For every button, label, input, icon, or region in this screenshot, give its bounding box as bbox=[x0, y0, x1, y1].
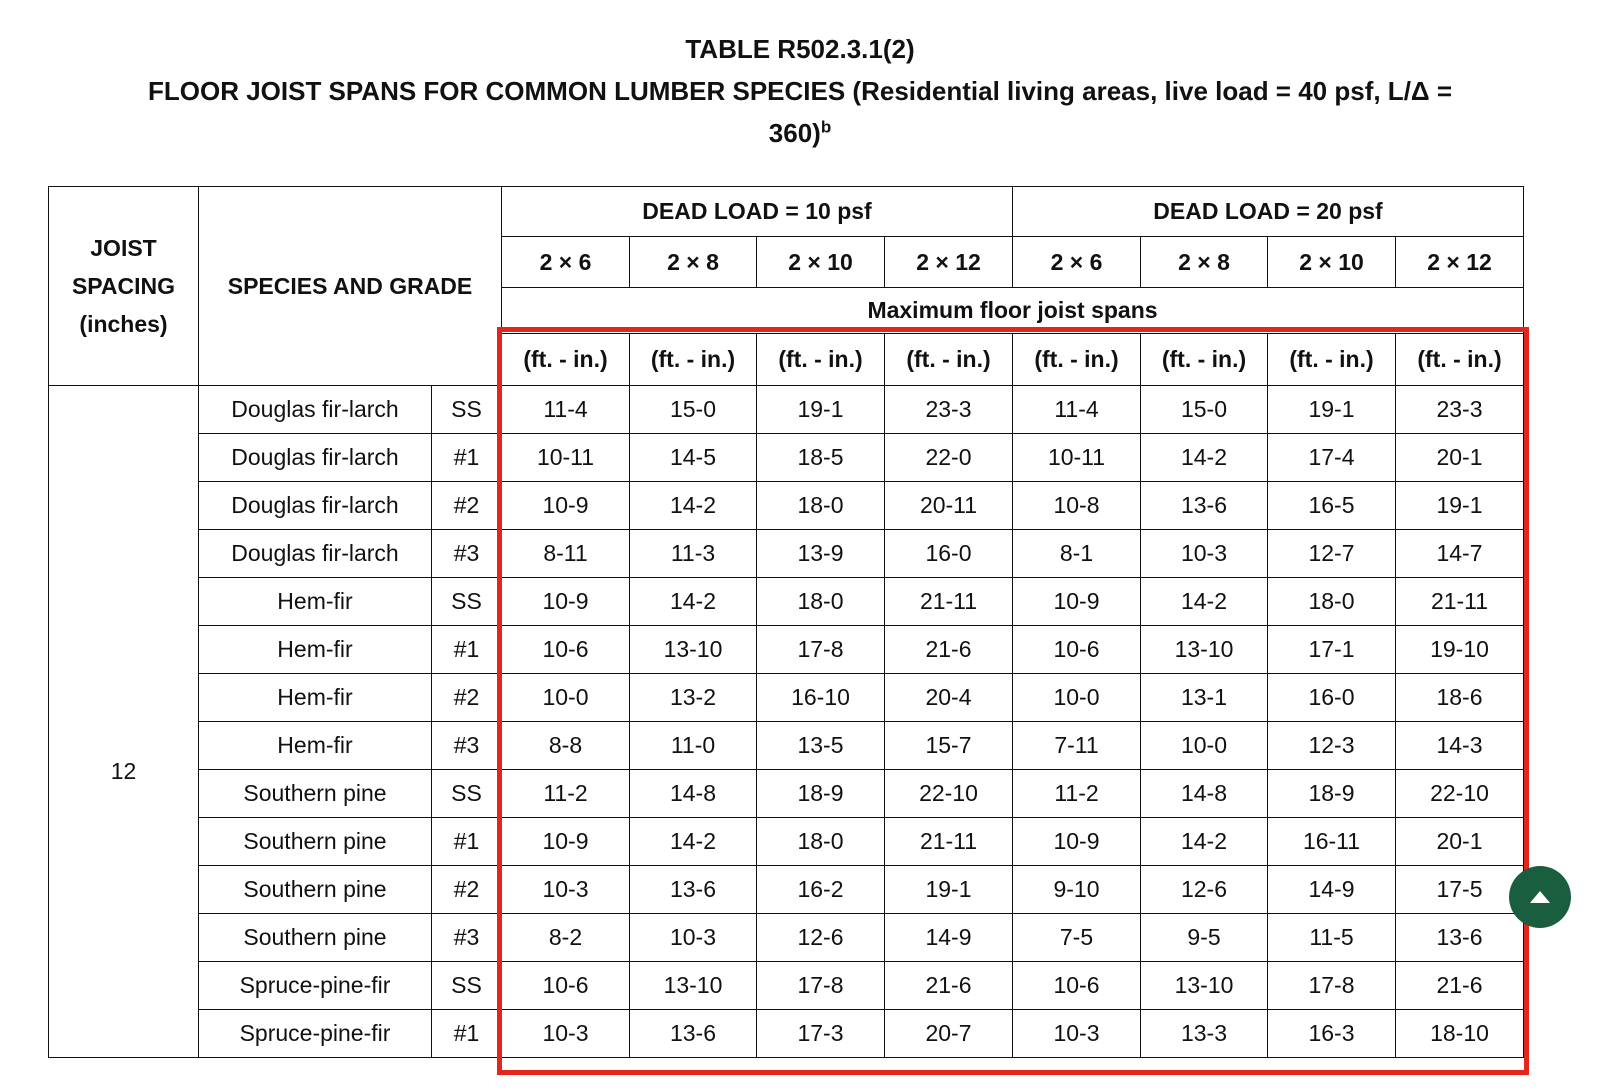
species-cell: Douglas fir-larch bbox=[199, 482, 432, 530]
span-cell: 18-0 bbox=[757, 818, 885, 866]
span-cell: 21-6 bbox=[1396, 962, 1524, 1010]
span-cell: 8-2 bbox=[502, 914, 630, 962]
table-title bbox=[60, 28, 1540, 154]
span-cell: 14-2 bbox=[1141, 578, 1268, 626]
table-row bbox=[49, 482, 1524, 530]
table-row bbox=[49, 626, 1524, 674]
span-cell: 10-6 bbox=[502, 962, 630, 1010]
span-cell: 18-5 bbox=[757, 434, 885, 482]
span-cell: 16-5 bbox=[1268, 482, 1396, 530]
span-cell: 16-11 bbox=[1268, 818, 1396, 866]
span-cell: 14-8 bbox=[1141, 770, 1268, 818]
span-cell: 17-4 bbox=[1268, 434, 1396, 482]
span-cell: 17-8 bbox=[757, 962, 885, 1010]
span-cell: 22-10 bbox=[885, 770, 1013, 818]
span-cell: 11-4 bbox=[502, 386, 630, 434]
species-cell: Hem-fir bbox=[199, 626, 432, 674]
span-cell: 14-5 bbox=[630, 434, 757, 482]
table-row bbox=[49, 578, 1524, 626]
span-cell: 22-0 bbox=[885, 434, 1013, 482]
span-cell: 17-8 bbox=[1268, 962, 1396, 1010]
span-cell: 14-8 bbox=[630, 770, 757, 818]
span-cell: 13-1 bbox=[1141, 674, 1268, 722]
span-cell: 12-7 bbox=[1268, 530, 1396, 578]
span-cell: 11-2 bbox=[502, 770, 630, 818]
span-cell: 9-10 bbox=[1013, 866, 1141, 914]
table-row bbox=[49, 914, 1524, 962]
span-cell: 10-0 bbox=[1013, 674, 1141, 722]
span-cell: 18-0 bbox=[1268, 578, 1396, 626]
unit-header: (ft. - in.) bbox=[630, 334, 757, 386]
span-cell: 13-10 bbox=[1141, 962, 1268, 1010]
span-cell: 12-6 bbox=[1141, 866, 1268, 914]
span-cell: 14-2 bbox=[1141, 818, 1268, 866]
span-cell: 18-6 bbox=[1396, 674, 1524, 722]
size-header: 2 × 6 bbox=[502, 237, 630, 288]
span-cell: 10-6 bbox=[1013, 626, 1141, 674]
span-cell: 13-10 bbox=[630, 962, 757, 1010]
span-cell: 10-0 bbox=[502, 674, 630, 722]
table-row bbox=[49, 722, 1524, 770]
span-cell: 10-3 bbox=[502, 866, 630, 914]
span-cell: 17-5 bbox=[1396, 866, 1524, 914]
span-cell: 10-3 bbox=[1013, 1010, 1141, 1058]
species-cell: Douglas fir-larch bbox=[199, 434, 432, 482]
span-cell: 10-9 bbox=[502, 818, 630, 866]
span-cell: 18-9 bbox=[757, 770, 885, 818]
span-cell: 18-0 bbox=[757, 482, 885, 530]
species-cell: Southern pine bbox=[199, 770, 432, 818]
span-cell: 12-6 bbox=[757, 914, 885, 962]
species-cell: Hem-fir bbox=[199, 722, 432, 770]
species-grade-header: SPECIES AND GRADE bbox=[199, 187, 502, 386]
unit-header: (ft. - in.) bbox=[1268, 334, 1396, 386]
unit-header: (ft. - in.) bbox=[1013, 334, 1141, 386]
span-cell: 14-2 bbox=[630, 578, 757, 626]
span-cell: 8-1 bbox=[1013, 530, 1141, 578]
span-cell: 15-0 bbox=[1141, 386, 1268, 434]
span-cell: 13-10 bbox=[630, 626, 757, 674]
span-cell: 13-3 bbox=[1141, 1010, 1268, 1058]
grade-cell: #1 bbox=[432, 818, 502, 866]
span-cell: 19-1 bbox=[1396, 482, 1524, 530]
span-cell: 19-10 bbox=[1396, 626, 1524, 674]
span-cell: 14-3 bbox=[1396, 722, 1524, 770]
span-cell: 13-6 bbox=[630, 1010, 757, 1058]
dead-load-20-header: DEAD LOAD = 20 psf bbox=[1013, 187, 1524, 237]
species-cell: Spruce-pine-fir bbox=[199, 962, 432, 1010]
grade-cell: #3 bbox=[432, 914, 502, 962]
span-cell: 8-11 bbox=[502, 530, 630, 578]
span-cell: 13-10 bbox=[1141, 626, 1268, 674]
span-cell: 18-9 bbox=[1268, 770, 1396, 818]
span-cell: 16-0 bbox=[885, 530, 1013, 578]
unit-header: (ft. - in.) bbox=[1141, 334, 1268, 386]
span-cell: 18-0 bbox=[757, 578, 885, 626]
grade-cell: #1 bbox=[432, 626, 502, 674]
span-cell: 20-7 bbox=[885, 1010, 1013, 1058]
table-row bbox=[49, 1010, 1524, 1058]
grade-cell: #1 bbox=[432, 1010, 502, 1058]
span-cell: 21-11 bbox=[885, 818, 1013, 866]
species-cell: Douglas fir-larch bbox=[199, 386, 432, 434]
span-cell: 22-10 bbox=[1396, 770, 1524, 818]
table-row bbox=[49, 866, 1524, 914]
size-header: 2 × 10 bbox=[1268, 237, 1396, 288]
span-cell: 10-11 bbox=[502, 434, 630, 482]
species-cell: Southern pine bbox=[199, 818, 432, 866]
span-cell: 23-3 bbox=[885, 386, 1013, 434]
span-cell: 20-4 bbox=[885, 674, 1013, 722]
grade-cell: SS bbox=[432, 770, 502, 818]
unit-header: (ft. - in.) bbox=[1396, 334, 1524, 386]
span-cell: 11-3 bbox=[630, 530, 757, 578]
span-cell: 21-6 bbox=[885, 626, 1013, 674]
span-cell: 13-6 bbox=[1396, 914, 1524, 962]
species-cell: Southern pine bbox=[199, 866, 432, 914]
table-row bbox=[49, 770, 1524, 818]
span-cell: 20-1 bbox=[1396, 818, 1524, 866]
size-header: 2 × 6 bbox=[1013, 237, 1141, 288]
joist-span-table bbox=[48, 186, 1524, 1058]
span-cell: 11-0 bbox=[630, 722, 757, 770]
span-cell: 19-1 bbox=[757, 386, 885, 434]
size-header: 2 × 12 bbox=[885, 237, 1013, 288]
grade-cell: #2 bbox=[432, 482, 502, 530]
grade-cell: #3 bbox=[432, 722, 502, 770]
grade-cell: SS bbox=[432, 578, 502, 626]
span-cell: 10-11 bbox=[1013, 434, 1141, 482]
species-cell: Hem-fir bbox=[199, 578, 432, 626]
span-cell: 16-0 bbox=[1268, 674, 1396, 722]
span-cell: 14-2 bbox=[1141, 434, 1268, 482]
span-cell: 19-1 bbox=[1268, 386, 1396, 434]
span-cell: 10-8 bbox=[1013, 482, 1141, 530]
grade-cell: SS bbox=[432, 386, 502, 434]
table-caption: FLOOR JOIST SPANS FOR COMMON LUMBER SPECIES (Residential living areas, live load = 40 psf, L/Δ = bbox=[147, 76, 1453, 106]
span-cell: 13-2 bbox=[630, 674, 757, 722]
span-cell: 15-0 bbox=[630, 386, 757, 434]
size-header: 2 × 8 bbox=[1141, 237, 1268, 288]
size-header: 2 × 8 bbox=[630, 237, 757, 288]
span-cell: 8-8 bbox=[502, 722, 630, 770]
species-cell: Hem-fir bbox=[199, 674, 432, 722]
span-cell: 13-9 bbox=[757, 530, 885, 578]
species-cell: Douglas fir-larch bbox=[199, 530, 432, 578]
span-cell: 10-3 bbox=[630, 914, 757, 962]
span-cell: 14-9 bbox=[1268, 866, 1396, 914]
span-cell: 15-7 bbox=[885, 722, 1013, 770]
span-cell: 21-11 bbox=[885, 578, 1013, 626]
span-cell: 10-6 bbox=[1013, 962, 1141, 1010]
span-cell: 13-5 bbox=[757, 722, 885, 770]
table-caption-end: 360)$^b$ bbox=[768, 117, 832, 148]
joist-spacing-value: 12 bbox=[49, 386, 199, 1058]
span-cell: 20-11 bbox=[885, 482, 1013, 530]
grade-cell: #3 bbox=[432, 530, 502, 578]
span-cell: 20-1 bbox=[1396, 434, 1524, 482]
grade-cell: #2 bbox=[432, 674, 502, 722]
span-cell: 13-6 bbox=[630, 866, 757, 914]
species-cell: Spruce-pine-fir bbox=[199, 1010, 432, 1058]
unit-header: (ft. - in.) bbox=[757, 334, 885, 386]
span-cell: 9-5 bbox=[1141, 914, 1268, 962]
span-cell: 23-3 bbox=[1396, 386, 1524, 434]
span-cell: 7-11 bbox=[1013, 722, 1141, 770]
table-row bbox=[49, 962, 1524, 1010]
span-cell: 18-10 bbox=[1396, 1010, 1524, 1058]
table-number: TABLE R502.3.1(2) bbox=[685, 34, 915, 64]
span-cell: 21-6 bbox=[885, 962, 1013, 1010]
span-cell: 11-2 bbox=[1013, 770, 1141, 818]
joist-spacing-header: JOIST SPACING (inches) bbox=[49, 187, 199, 386]
span-cell: 10-9 bbox=[1013, 818, 1141, 866]
grade-cell: SS bbox=[432, 962, 502, 1010]
span-cell: 10-6 bbox=[502, 626, 630, 674]
scroll-to-top-button[interactable] bbox=[1509, 866, 1571, 928]
table-row bbox=[49, 530, 1524, 578]
unit-header: (ft. - in.) bbox=[885, 334, 1013, 386]
span-cell: 11-5 bbox=[1268, 914, 1396, 962]
span-cell: 16-10 bbox=[757, 674, 885, 722]
arrow-up-icon bbox=[1529, 890, 1551, 904]
span-cell: 10-3 bbox=[1141, 530, 1268, 578]
span-cell: 21-11 bbox=[1396, 578, 1524, 626]
span-cell: 10-0 bbox=[1141, 722, 1268, 770]
table-row bbox=[49, 386, 1524, 434]
grade-cell: #1 bbox=[432, 434, 502, 482]
span-cell: 10-9 bbox=[1013, 578, 1141, 626]
span-cell: 10-3 bbox=[502, 1010, 630, 1058]
span-cell: 17-3 bbox=[757, 1010, 885, 1058]
footnote-marker: b bbox=[820, 117, 832, 137]
species-cell: Southern pine bbox=[199, 914, 432, 962]
span-cell: 16-3 bbox=[1268, 1010, 1396, 1058]
unit-header: (ft. - in.) bbox=[502, 334, 630, 386]
span-cell: 13-6 bbox=[1141, 482, 1268, 530]
span-cell: 7-5 bbox=[1013, 914, 1141, 962]
max-spans-header: Maximum floor joist spans bbox=[502, 288, 1524, 334]
table-row bbox=[49, 818, 1524, 866]
span-cell: 19-1 bbox=[885, 866, 1013, 914]
table-row bbox=[49, 674, 1524, 722]
size-header: 2 × 12 bbox=[1396, 237, 1524, 288]
table-row bbox=[49, 434, 1524, 482]
span-cell: 14-2 bbox=[630, 818, 757, 866]
span-cell: 14-7 bbox=[1396, 530, 1524, 578]
span-cell: 14-2 bbox=[630, 482, 757, 530]
span-cell: 14-9 bbox=[885, 914, 1013, 962]
span-cell: 11-4 bbox=[1013, 386, 1141, 434]
span-cell: 12-3 bbox=[1268, 722, 1396, 770]
span-cell: 10-9 bbox=[502, 482, 630, 530]
size-header: 2 × 10 bbox=[757, 237, 885, 288]
span-cell: 17-8 bbox=[757, 626, 885, 674]
dead-load-10-header: DEAD LOAD = 10 psf bbox=[502, 187, 1013, 237]
grade-cell: #2 bbox=[432, 866, 502, 914]
span-cell: 17-1 bbox=[1268, 626, 1396, 674]
span-cell: 16-2 bbox=[757, 866, 885, 914]
span-cell: 10-9 bbox=[502, 578, 630, 626]
